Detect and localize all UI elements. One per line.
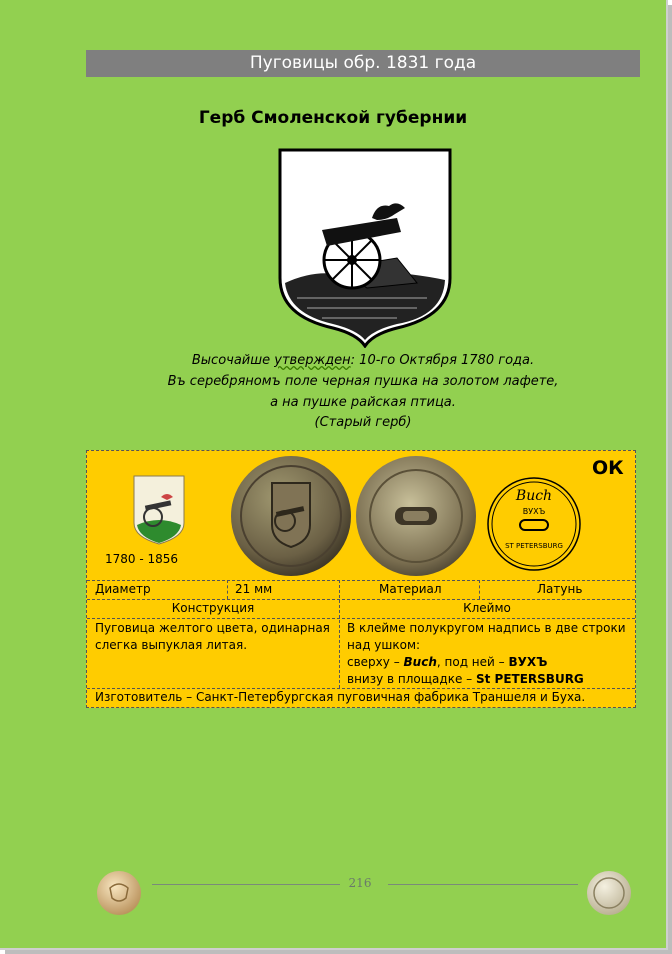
row-divider	[87, 599, 635, 600]
coat-heading: Герб Смоленской губернии	[198, 108, 468, 128]
row-divider	[87, 688, 635, 689]
mark-line-2: сверху – Buch, под ней – ВУХЪ	[347, 655, 548, 669]
mark-line-3: внизу в площадке – St PETERSBURG	[347, 672, 584, 686]
diameter-value: 21 мм	[235, 582, 273, 596]
stamp-top-text: Buch	[515, 488, 553, 504]
footer-button-right-icon	[586, 870, 632, 916]
stamp-bottom-text: ST PETERSBURG	[505, 542, 563, 550]
material-label: Материал	[379, 582, 442, 596]
maker-stamp-drawing	[486, 476, 582, 572]
col-divider	[227, 580, 228, 599]
maker-text: Изготовитель – Санкт-Петербургская пуговичная фабрика Траншеля и Буха.	[95, 690, 586, 704]
material-value: Латунь	[537, 582, 583, 596]
button-card	[86, 450, 636, 708]
stamp-mid-text: ВУХЪ	[522, 507, 546, 516]
mark-header: Клеймо	[463, 601, 511, 615]
page-title: Пуговицы обр. 1831 года	[86, 50, 640, 77]
construction-text: Пуговица желтого цвета, одинарная слегка выпуклая литая.	[95, 621, 330, 652]
caption-line-3: а на пушке райская птица.	[270, 395, 456, 410]
small-coat-icon	[133, 475, 185, 545]
ok-label: ОК	[592, 457, 624, 479]
row-divider	[87, 580, 635, 581]
button-back-image	[355, 455, 477, 577]
col-divider	[479, 580, 480, 599]
footer-button-left-icon	[96, 870, 142, 916]
page-number: 216	[348, 876, 372, 890]
construction-header: Конструкция	[171, 601, 255, 615]
diameter-label: Диаметр	[95, 582, 151, 596]
caption-line-2: Въ серебряномъ поле черная пушка на золотом лафете,	[167, 374, 559, 389]
caption-line-1: Высочайше утвержден: 10-го Октября 1780 года.	[191, 353, 535, 368]
footer-rule-left	[152, 884, 340, 885]
caption-line-4: (Старый герб)	[314, 415, 412, 430]
button-front-image	[230, 455, 352, 577]
mark-text	[347, 620, 631, 688]
mark-line-1: В клейме полукругом надпись в две строки над ушком:	[347, 621, 626, 652]
coat-of-arms-image	[277, 148, 453, 348]
footer-rule-right	[388, 884, 578, 885]
years-label: 1780 - 1856	[105, 552, 179, 566]
col-divider	[339, 580, 340, 688]
row-divider	[87, 618, 635, 619]
